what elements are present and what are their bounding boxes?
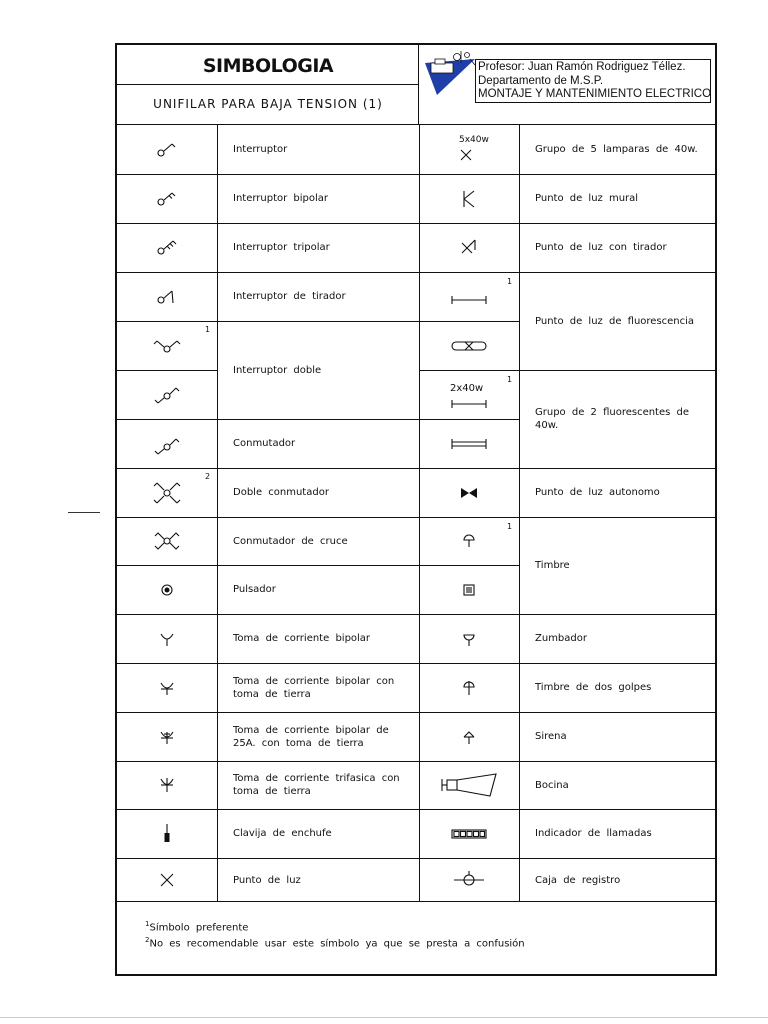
page-edge-line [0, 1017, 768, 1018]
call-indicator-label: Indicador de llamadas [535, 828, 652, 839]
page-subtitle: UNIFILAR PARA BAJA TENSION (1) [153, 97, 383, 111]
footnote-1: $^1$Símbolo preferente [145, 920, 249, 934]
bipolar-switch-label: Interruptor bipolar [233, 193, 329, 204]
note-mark: 1 [507, 375, 513, 384]
course-name: MONTAJE Y MANTENIMIENTO ELECTRICO [478, 88, 712, 100]
note-mark: 1 [205, 325, 211, 334]
fluorescent-group-label: Grupo de 2 fluorescentes de 40w. [535, 407, 690, 431]
horn-label: Bocina [535, 779, 569, 791]
changeover-switch-label: Conmutador [233, 438, 296, 449]
symbol-table [117, 125, 715, 902]
note-mark: 1 [507, 522, 513, 531]
earthed-socket-label: Toma de corriente bipolar con toma de tierra [233, 675, 395, 700]
bipolar-switch-icon [117, 174, 217, 223]
switch-label: Interruptor [233, 144, 288, 155]
light-point-label: Punto de luz [233, 874, 301, 886]
fluorescent-group-icon [419, 370, 519, 419]
crossover-switch-label: Conmutador de cruce [233, 535, 348, 547]
socket-25a-label: Toma de corriente bipolar de 25A. con toma de tierra [233, 724, 389, 749]
school-logo-icon [423, 49, 477, 97]
buzzer-icon [419, 614, 519, 663]
junction-box-icon [419, 858, 519, 902]
tripolar-switch-label: Interruptor tripolar [233, 242, 330, 253]
bell-alt-icon [419, 565, 519, 614]
page-title: SIMBOLOGIA [117, 45, 419, 85]
professor-name: Profesor: Juan Ramón Rodriguez Téllez. [478, 61, 686, 73]
plug-icon [117, 809, 217, 858]
double-switch-alt-icon [117, 370, 217, 419]
bipolar-socket-icon [117, 614, 217, 663]
siren-label: Sirena [535, 731, 567, 742]
margin-mark [68, 512, 100, 513]
wall-light-label: Punto de luz mural [535, 193, 639, 204]
fluorescent-group-alt-icon [419, 419, 519, 468]
siren-icon [419, 712, 519, 761]
footnotes [145, 918, 525, 951]
pull-light-icon [419, 223, 519, 272]
fluorescent-alt-icon [419, 321, 519, 370]
lamp-group-text: 5x40w [459, 135, 489, 145]
call-indicator-icon [419, 809, 519, 858]
emergency-light-label: Punto de luz autonomo [535, 487, 660, 498]
two-stroke-bell-icon [419, 663, 519, 712]
double-switch-icon [117, 321, 217, 370]
double-changeover-switch-icon [117, 468, 217, 517]
department-name: Departamento de M.S.P. [478, 74, 604, 87]
socket-25a-icon [117, 712, 217, 761]
push-button-label: Pulsador [233, 584, 276, 595]
two-stroke-bell-label: Timbre de dos golpes [535, 682, 652, 693]
header-left [117, 45, 419, 125]
fluorescent-icon [419, 272, 519, 321]
earthed-socket-icon [117, 663, 217, 712]
changeover-switch-icon [117, 419, 217, 468]
bipolar-socket-label: Toma de corriente bipolar [233, 633, 371, 644]
junction-box-label: Caja de registro [535, 874, 621, 886]
note-mark: 1 [507, 277, 513, 286]
three-phase-socket-label: Toma de corriente trifasica con toma de tierra [233, 773, 400, 797]
pull-light-label: Punto de luz con tirador [535, 242, 667, 253]
tripolar-switch-icon [117, 223, 217, 272]
note-mark: 2 [205, 472, 211, 481]
pull-switch-icon [117, 272, 217, 321]
fluorescent-label: Punto de luz de fluorescencia [535, 315, 695, 327]
symbol-sheet [115, 43, 717, 976]
lamp-group-icon [419, 125, 519, 174]
lamp-group-label: Grupo de 5 lamparas de 40w. [535, 144, 698, 155]
crossover-switch-icon [117, 517, 217, 565]
buzzer-label: Zumbador [535, 633, 587, 644]
plug-label: Clavija de enchufe [233, 828, 332, 839]
three-phase-socket-icon [117, 761, 217, 809]
professor-info-box [475, 59, 711, 103]
wall-light-icon [419, 174, 519, 223]
light-point-icon [117, 858, 217, 902]
horn-icon [419, 761, 519, 809]
switch-icon [117, 125, 217, 174]
emergency-light-icon [419, 468, 519, 517]
fluorescent-group-text: 2x40w [450, 383, 484, 394]
bell-label: Timbre [535, 560, 570, 571]
push-button-icon [117, 565, 217, 614]
bell-icon [419, 517, 519, 565]
double-changeover-switch-label: Doble conmutador [233, 487, 329, 498]
double-switch-label: Interruptor doble [233, 364, 322, 376]
pull-switch-label: Interruptor de tirador [233, 291, 346, 302]
header-right [419, 45, 717, 125]
footnote-2: $^2$No es recomendable usar este símbolo ya que se presta a confusión [145, 936, 525, 950]
